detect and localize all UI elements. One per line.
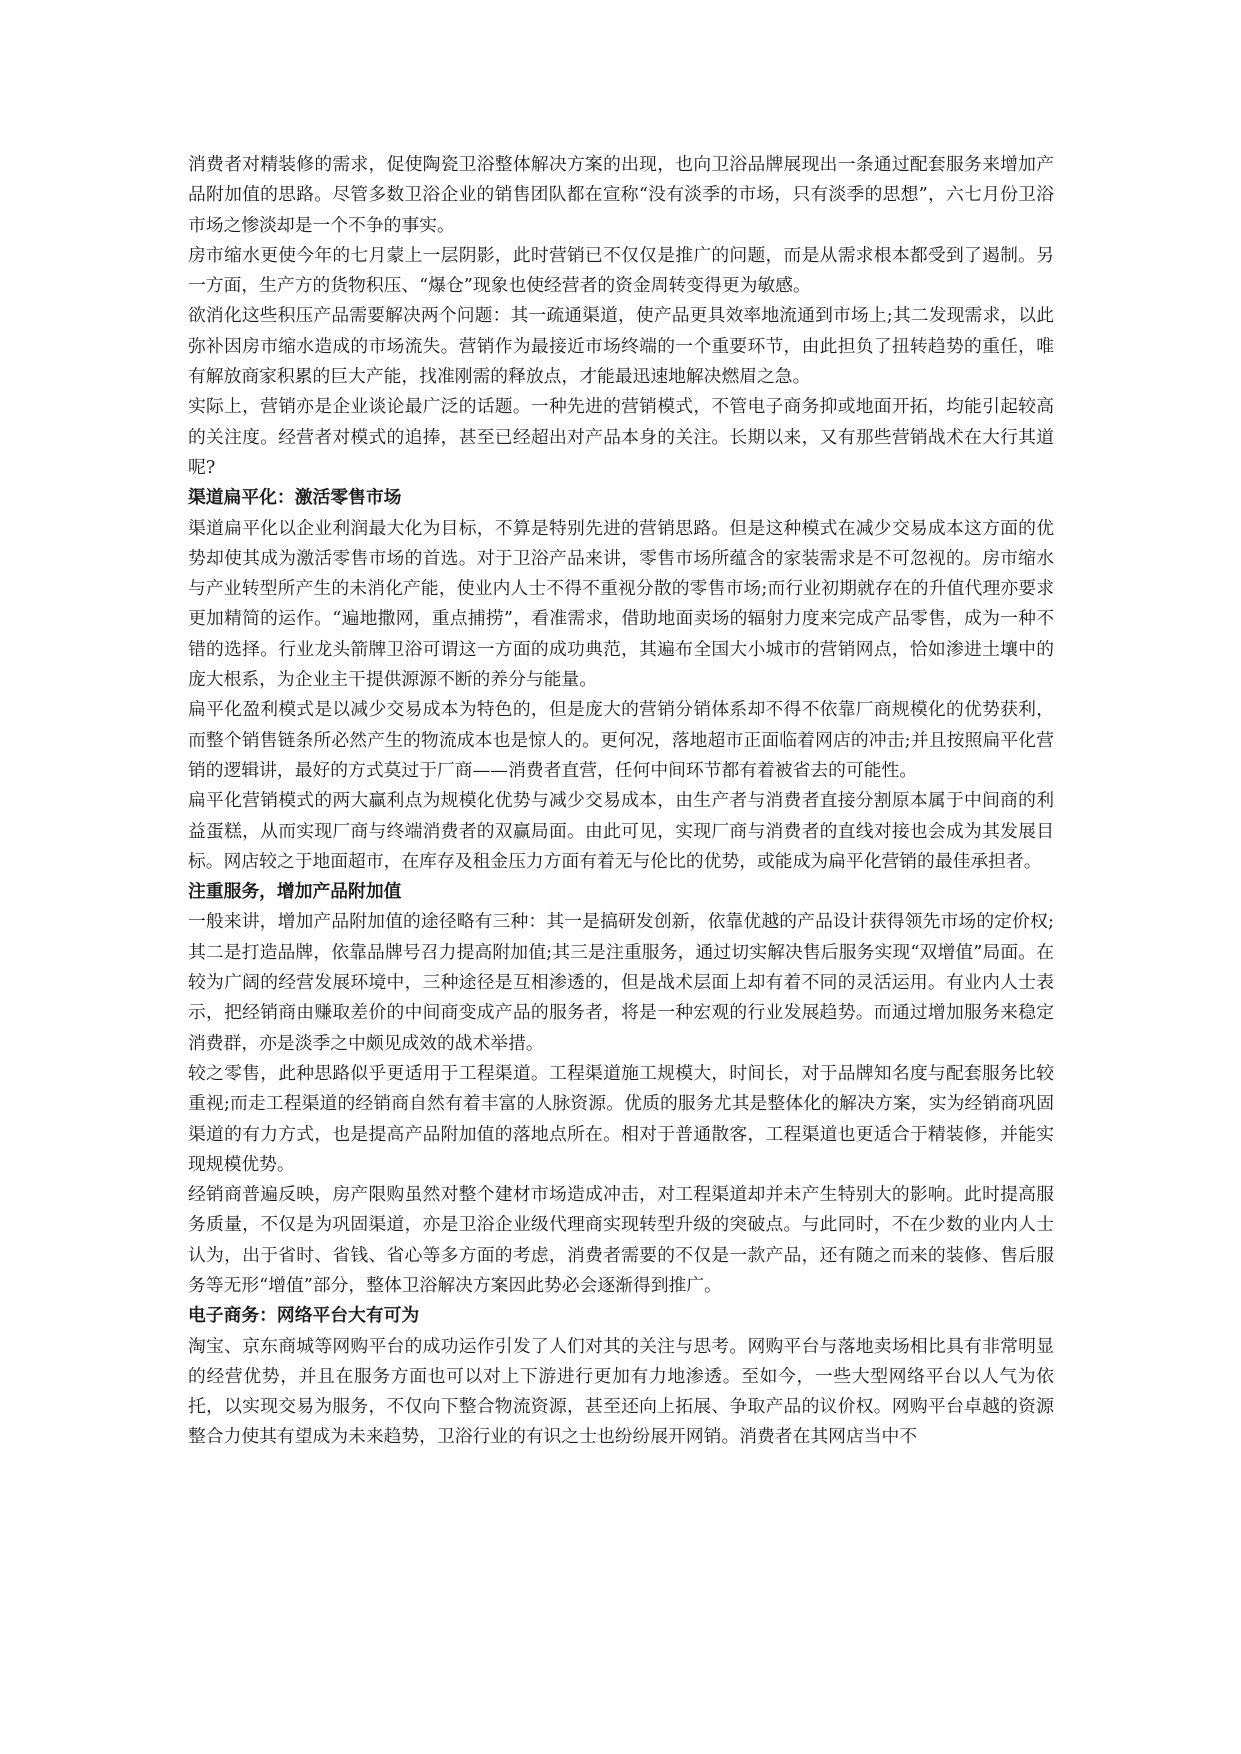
paragraph-ecommerce: 淘宝、京东商城等网购平台的成功运作引发了人们对其的关注与思考。网购平台与落地卖场相比具有非常明显的经营优势，并且在服务方面也可以对上下游进行更加有力地渗透。至如今，一些大型网络平台以人气为依托，以实现交易为服务，不仅向下整合物流资源，甚至还向上拓展、争取产品的议价权。网购平台卓越的资源整合力使其有望成为未来趋势，卫浴行业的有识之士也纷纷展开网销。消费者在其网店当中不 [188, 1335, 1054, 1448]
section-heading-ecommerce: 电子商务：网络平台大有可为 [188, 1305, 420, 1327]
paragraph-dealer-feedback: 经销商普遍反映，房产限购虽然对整个建材市场造成冲击，对工程渠道却并未产生特别大的影响。此时提高服务质量，不仅是为巩固渠道，亦是卫浴企业级代理商实现转型升级的突破点。与此同时，不在少数的业内人士认为，出于省时、省钱、省心等多方面的考虑，消费者需要的不仅是一款产品，还有随之而来的装修、售后服务等无形“增值”部分，整体卫浴解决方案因此势必会逐渐得到推广。 [188, 1184, 1054, 1296]
paragraph-flattening-profit-points: 扁平化营销模式的两大赢利点为规模化优势与减少交易成本，由生产者与消费者直接分割原本属于中间商的利益蛋糕，从而实现厂商与终端消费者的双赢局面。由此可见，实现厂商与消费者的直线对接也会成为其发展目标。网店较之于地面超市，在库存及租金压力方面有着无与伦比的优势，或能成为扁平化营销的最佳承担者。 [188, 790, 1054, 872]
paragraph-engineering-channel: 较之零售，此种思路似乎更适用于工程渠道。工程渠道施工规模大，时间长，对于品牌知名度与配套服务比较重视;而走工程渠道的经销商自然有着丰富的人脉资源。优质的服务尤其是整体化的解决方案，实为经销商巩固渠道的有力方式，也是提高产品附加值的落地点所在。相对于普通散客，工程渠道也更适合于精装修，并能实现规模优势。 [188, 1062, 1054, 1175]
paragraph-channel-flattening: 渠道扁平化以企业利润最大化为目标，不算是特别先进的营销思路。但是这种模式在减少交易成本这方面的优势却使其成为激活零售市场的首选。对于卫浴产品来讲，零售市场所蕴含的家装需求是不可忽视的。房市缩水与产业转型所产生的未消化产能，使业内人士不得不重视分散的零售市场;而行业初期就存在的升值代理亦要求更加精简的运作。“遍地撒网，重点捕捞”，看准需求，借助地面卖场的辐射力度来完成产品零售，成为一种不错的选择。行业龙头箭牌卫浴可谓这一方面的成功典范，其遍布全国大小城市的营销网点，恰如渗进土壤中的庞大根系，为企业主干提供源源不断的养分与能量。 [188, 517, 1054, 691]
section-heading-service: 注重服务，增加产品附加值 [188, 881, 402, 903]
paragraph-added-value: 一般来讲，增加产品附加值的途径略有三种：其一是搞研发创新，依靠优越的产品设计获得领先市场的定价权;其二是打造品牌，依靠品牌号召力提高附加值;其三是注重服务，通过切实解决售后服务实现“双增值”局面。在较为广阔的经营发展环境中，三种途径是互相渗透的，但是战术层面上却有着不同的灵活运用。有业内人士表示，把经销商由赚取差价的中间商变成产品的服务者，将是一种宏观的行业发展趋势。而通过增加服务来稳定消费群，亦是淡季之中颇见成效的战术举措。 [188, 911, 1054, 1054]
article-body [188, 150, 1054, 1453]
section-heading-channel-flattening: 渠道扁平化：激活零售市场 [188, 487, 402, 509]
paragraph-marketing-topic: 实际上，营销亦是企业谈论最广泛的话题。一种先进的营销模式，不管电子商务抑或地面开拓，均能引起较高的关注度。经营者对模式的追捧，甚至已经超出对产品本身的关注。长期以来，又有那些营销战术在大行其道呢? [188, 396, 1054, 478]
paragraph-flattening-profit-model: 扁平化盈利模式是以减少交易成本为特色的，但是庞大的营销分销体系却不得不依靠厂商规模化的优势获利，而整个销售链条所必然产生的物流成本也是惊人的。更何况，落地超市正面临着网店的冲击;并且按照扁平化营销的逻辑讲，最好的方式莫过于厂商——消费者直营，任何中间环节都有着被省去的可能性。 [188, 699, 1054, 781]
paragraph-housing-market: 房市缩水更使今年的七月蒙上一层阴影，此时营销已不仅仅是推广的问题，而是从需求根本都受到了遏制。另一方面，生产方的货物积压、“爆仓”现象也使经营者的资金周转变得更为敏感。 [188, 244, 1054, 297]
paragraph-intro: 消费者对精装修的需求，促使陶瓷卫浴整体解决方案的出现，也向卫浴品牌展现出一条通过配套服务来增加产品附加值的思路。尽管多数卫浴企业的销售团队都在宣称“没有淡季的市场，只有淡季的思想”，六七月份卫浴市场之惨淡却是一个不争的事实。 [188, 154, 1054, 236]
paragraph-two-problems: 欲消化这些积压产品需要解决两个问题：其一疏通渠道，使产品更具效率地流通到市场上;其二发现需求，以此弥补因房市缩水造成的市场流失。营销作为最接近市场终端的一个重要环节，由此担负了扭转趋势的重任，唯有解放商家积累的巨大产能，找准刚需的释放点，才能最迅速地解决燃眉之急。 [188, 305, 1054, 388]
